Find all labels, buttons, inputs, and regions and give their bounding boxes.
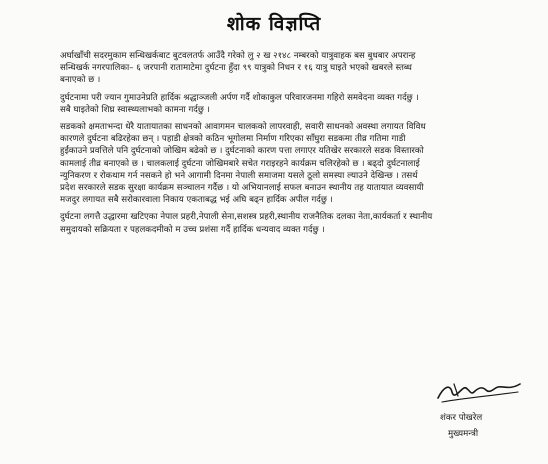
- text-line: अर्घाखाँची सदरमुकाम सन्धिखर्कबाट बुटवलतर्फ आउँदै गरेको लु २ ख २१४८ नम्बरको यात्रुवाहक बस बुधबार अपरान्ह: [60, 51, 416, 61]
- text-line: दुर्घटना लगत्तै उद्धारमा खटिएका नेपाल प्रहरी,नेपाली सेना,सशस्त्र प्रहरी,स्थानीय राजनैतिक दलका नेता,कार्यकर्ता र स्थानीय: [60, 212, 433, 223]
- text-line: समुदायको सक्रियता र पहलकदमीको म उच्च प्रशंसा गर्दै हार्दिक धन्यवाद व्यक्त गर्दछु ।: [60, 224, 325, 235]
- text-line: प्रदेश सरकारले सडक सुरक्षा कार्यक्रम सञ्चालन गर्दैछ । यो अभियानलाई सफल बनाउन स्थानीय तह यातायात व्यवसायी: [60, 183, 424, 194]
- paragraph-gratitude: [60, 211, 528, 235]
- paragraph-incident: [60, 50, 528, 87]
- signatory-position: मुख्यमन्त्री: [448, 429, 479, 439]
- signatory-name: शंकर पोखरेल: [440, 413, 483, 423]
- paragraph-road-safety: [60, 121, 528, 206]
- page-title: शोक विज्ञप्ति: [226, 13, 322, 35]
- text-line: कामलाई तीव्र बनाएको छ । चालकलाई दुर्घटना जोखिमबारे सचेत गराइरहने कार्यक्रम चलिरहेको छ । बढ्दो दुर्घटनालाई: [60, 158, 420, 169]
- text-line: सन्धिखर्क नगरपालिका– ६ जरपानी रातामाटेमा दुर्घटना हुँदा ९९ यात्रुको निधन र १६ यात्रु घाइते भएको खबरले स्तब्ध: [60, 63, 412, 74]
- text-line: न्युनिकरण र रोकथाम गर्न नसकने हो भने आगामी दिनमा नेपाली समाजमा यसले ठूलो समस्या ल्याउने देखिन्छ । तसर्थ: [60, 170, 418, 181]
- text-line: बनाएको छ ।: [60, 75, 101, 86]
- text-line: दुर्घटनामा परी ज्यान गुमाउनेप्रति हार्दिक श्रद्धाञ्जली अर्पण गर्दै शोकाकुल परिवारजनमा गहिरो समवेदना व्यक्त गर्दछु ।: [60, 92, 419, 103]
- text-line: मजदुर लगायत सबै सरोकारवाला निकाय एकताबद्ध भई अघि बढ्न हार्दिक अपील गर्दछु ।: [60, 195, 333, 206]
- text-line: हुईंकाउने प्रवत्तिले पनि दुर्घटनाको जोखिम बढेको छ । दुर्घटनाको कारण पत्ता लगाएर यतिखेर सरकारले सडक विस्तारको: [60, 146, 424, 157]
- text-line: सबै घाइतेको शिघ्र स्वास्थ्यलाभको कामना गर्दछु ।: [60, 104, 210, 115]
- handwritten-signature: [434, 378, 524, 408]
- text-line: सडकको क्षमताभन्दा धेरै यातायातका साधनको आवागमन चालकको लापरवाही, सवारी साधनको अवस्था लगायत विविध: [60, 122, 426, 133]
- document-body: [60, 50, 528, 241]
- text-line: कारणले दुर्घटना बढिरहेका छन् । पहाडी क्षेत्रको कठिन भूगोलमा निर्माण गरिएका साँघुरा सडकमा तीव्र गतिमा गाडी: [60, 134, 406, 145]
- paragraph-condolence: [60, 92, 528, 116]
